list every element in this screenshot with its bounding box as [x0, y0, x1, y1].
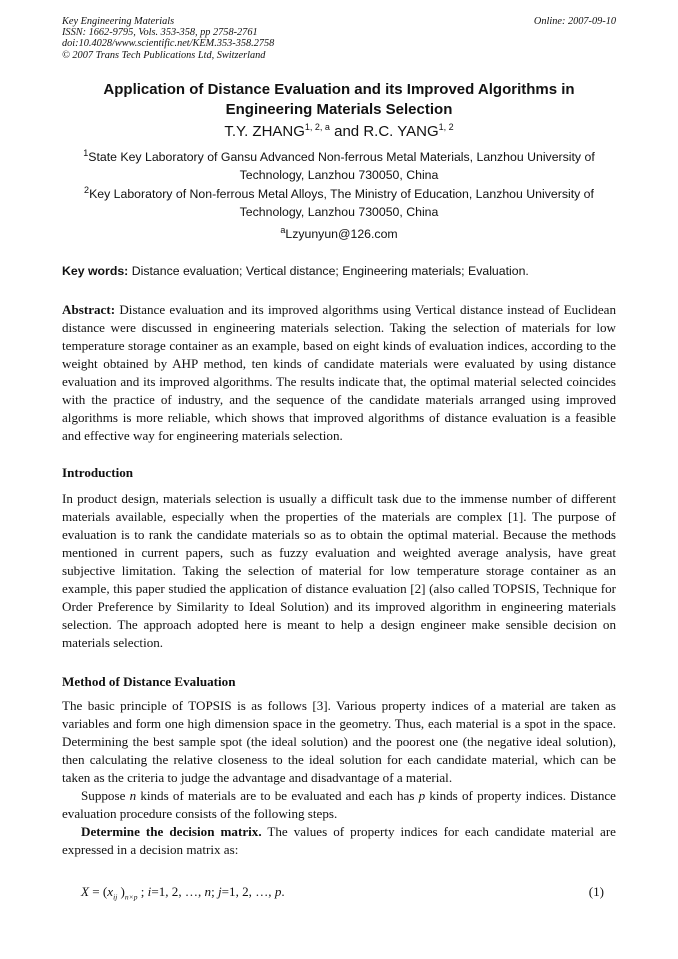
method-paragraph-1: The basic principle of TOPSIS is as follows [3]. Various property indices of a material are taken as variables and form one high dimension space in the geometry. Thus, each material is a spot in the space. Determining the best sample spot (the ideal solution) and the poorest one (the negative ideal solution), then calculating the relative closeness to the ideal solution for each candidate material, which can be taken as the criteria to judge the advantage and disadvantage of a material. [62, 698, 616, 785]
eq-lhs: X [81, 884, 89, 899]
method-paragraph-3 [62, 823, 616, 859]
eq-end: . [281, 884, 285, 899]
method-p2-n: n [129, 788, 137, 803]
eq-x: x [107, 884, 114, 899]
title-line-1: Application of Distance Evaluation and its Improved Algorithms in [103, 81, 575, 98]
affiliation-2 [70, 186, 608, 221]
eq-close: ) [117, 884, 125, 899]
doi-line: doi:10.4028/www.scientific.net/KEM.353-358.2758 [62, 38, 275, 50]
email-marker: a [280, 224, 286, 235]
method-heading: Method of Distance Evaluation [62, 674, 236, 689]
author-email [62, 226, 616, 243]
abstract-text: Distance evaluation and its improved algorithms using Vertical distance instead of Euclidean distance were discussed in engineering materials selection. Taking the selection of materials for low temperature storage container as an example, based on eight kinds of evaluation indices, according to the weight obtained by AHP method, ten kinds of candidate materials were evaluated by using distance evaluation and its improved algorithms. The results indicate that, the optimal material selected coincides with the practice of industry, and the sequence of the candidate materials arranged using improved algorithms is more reliable, which shows that improved algorithms of distance evaluation is a feasible and effective way for engineering materials selection. [62, 302, 616, 443]
keywords-text: Distance evaluation; Vertical distance; Engineering materials; Evaluation. [128, 264, 529, 278]
keywords [62, 263, 616, 280]
authors [62, 122, 616, 142]
eq-j: j [218, 884, 222, 899]
method-p2-text-c: kinds of property indices. Distance evaluation procedure consists of the following steps. [62, 788, 616, 821]
affiliation-1-number: 1 [83, 147, 89, 158]
eq-n: n [204, 884, 212, 899]
online-date: Online: 2007-09-10 [533, 16, 616, 27]
eq-i: i [147, 884, 152, 899]
eq-ij: ij [113, 892, 118, 902]
introduction-heading: Introduction [62, 465, 134, 480]
equation-number: (1) [588, 884, 604, 899]
affiliation-2-number: 2 [84, 184, 90, 195]
eq-sep-2: ; [211, 884, 218, 899]
eq-range-2: =1, 2, …, [221, 884, 275, 899]
eq-dims: n×p [124, 892, 138, 902]
paper-title [62, 80, 616, 119]
method-p2-p: p [418, 788, 426, 803]
eq-equals: = ( [89, 884, 108, 899]
method-p2-text-b: kinds of materials are to be evaluated and each has [136, 788, 419, 803]
method-paragraph-2 [62, 787, 616, 823]
decision-matrix-label: Determine the decision matrix. [81, 824, 262, 839]
decision-matrix-text: The values of property indices for each candidate material are expressed in a decision matrix as: [62, 824, 616, 857]
keywords-label: Key words: [62, 264, 129, 278]
copyright-line: © 2007 Trans Tech Publications Ltd, Switzerland [62, 49, 266, 61]
equation-1 [81, 883, 285, 907]
issn-line: ISSN: 1662-9795, Vols. 353-358, pp 2758-2761 [62, 27, 258, 39]
abstract-label: Abstract: [62, 302, 116, 317]
author-and: and [329, 123, 364, 140]
author-2-affiliation: 1, 2 [438, 122, 454, 132]
affiliation-2-text: Key Laboratory of Non-ferrous Metal Alloys, The Ministry of Education, Lanzhou University of Technology, Lanzhou 730050, China [89, 187, 594, 219]
author-1-affiliation: 1, 2, a [304, 122, 330, 132]
method-p2-text-a: Suppose [81, 788, 130, 803]
journal-name: Key Engineering Materials [62, 16, 175, 27]
email-text: Lzyunyun@126.com [285, 227, 398, 241]
eq-range-1: =1, 2, …, [151, 884, 205, 899]
abstract [62, 301, 616, 445]
title-line-2: Engineering Materials Selection [225, 100, 453, 118]
introduction-paragraph: In product design, materials selection is usually a difficult task due to the immense number of different materials available, especially when the properties of the materials are complex [1]. The purpose of evaluation is to rank the candidate materials so as to obtain the optimal material. Because the methods mentioned in current papers, such as fuzzy evaluation and weighted average analysis, have great subjective limitation. Taking the selection of material for low temperature storage container as an example, this paper studied the application of distance evaluation [2] (also called TOPSIS, Technique for Order Preference by Similarity to Ideal Solution) and its improved algorithm in engineering materials selection. The approach adopted here is meant to help a design engineer make sensible decision on materials selection. [62, 491, 616, 650]
author-2: R.C. YANG [363, 123, 439, 140]
affiliation-1-text: State Key Laboratory of Gansu Advanced Non-ferrous Metal Materials, Lanzhou University of Technology, Lanzhou 730050, China [88, 150, 595, 182]
journal-header [62, 16, 616, 61]
eq-p: p [274, 884, 282, 899]
author-1: T.Y. ZHANG [224, 123, 305, 140]
eq-sep-1: ; [137, 884, 148, 899]
affiliation-1 [70, 149, 608, 184]
